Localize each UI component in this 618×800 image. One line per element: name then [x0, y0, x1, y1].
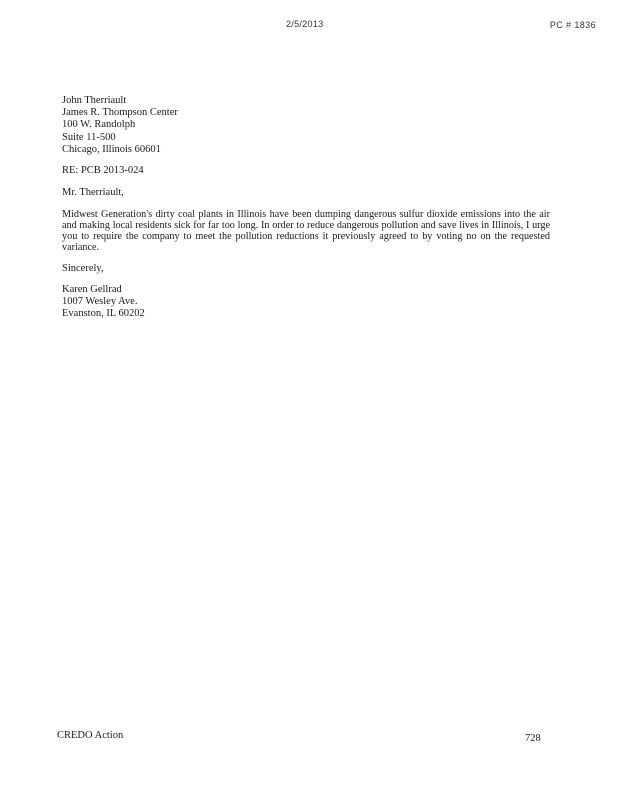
- salutation: Mr. Therriault,: [62, 187, 124, 199]
- sender-address: [62, 284, 550, 321]
- re-line: RE: PCB 2013-024: [62, 165, 144, 177]
- page-number: 728: [525, 733, 541, 744]
- header-document-id: PC # 1836: [549, 20, 596, 30]
- recipient-address-line: 100 W. Randolph: [62, 119, 136, 131]
- sender-address-line: 1007 Wesley Ave.: [62, 296, 138, 308]
- footer-organization: CREDO Action: [57, 730, 124, 741]
- recipient-name: John Therriault: [62, 95, 127, 106]
- body-paragraph: Midwest Generation's dirty coal plants in Illinois have been dumping dangerous sulfur dioxide emissions into the air and making local residents sick for far too long. In order to reduce dangerous pollution and save lives in Illinois, I urge you to require the company to meet the pollution reductions it previously agreed to by voting no on the requested variance.: [62, 209, 550, 253]
- header-date: 2/5/2013: [286, 19, 324, 29]
- letter-body: [62, 95, 550, 329]
- sender-address-line: Evanston, IL 60202: [62, 308, 145, 320]
- recipient-address-line: Chicago, Illinois 60601: [62, 143, 161, 155]
- closing: Sincerely,: [62, 262, 104, 274]
- recipient-address-line: James R. Thompson Center: [62, 107, 178, 119]
- sender-name: Karen Gellrad: [62, 283, 122, 295]
- recipient-address-line: Suite 11-500: [62, 131, 116, 143]
- recipient-address: [62, 95, 550, 156]
